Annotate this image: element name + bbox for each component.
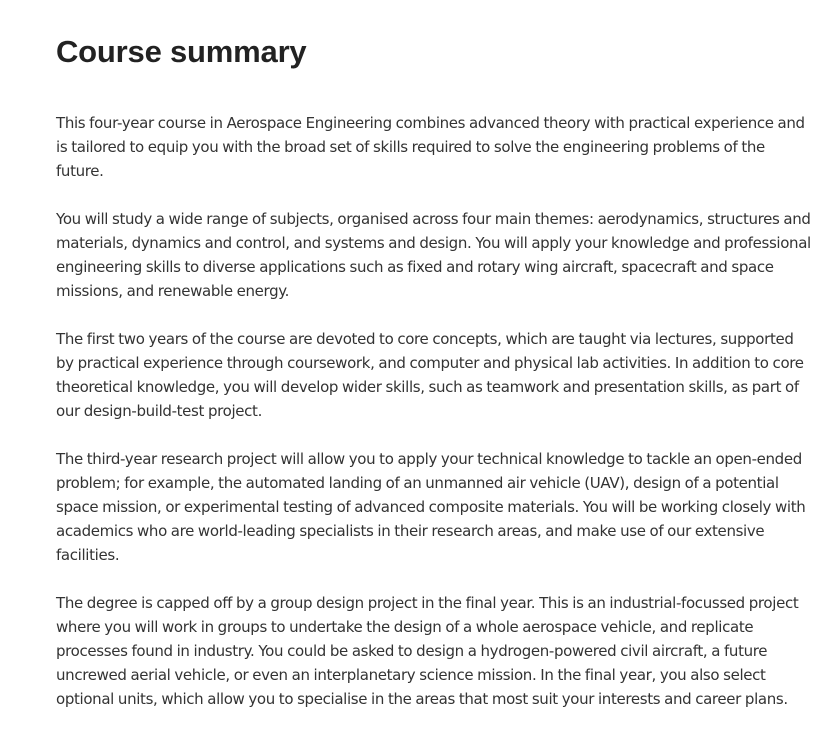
paragraph-third-year: The third-year research project will allow you to apply your technical knowledge to tackle an open-ended problem; for example, the automated landing of an unmanned air vehicle (UAV), design of a potential space mission, or experimental testing of advanced composite materials. You will be working closely with academics who are world-leading specialists in their research areas, and make use of our extensive facilities. bbox=[56, 450, 806, 564]
course-summary-section bbox=[56, 0, 812, 735]
paragraph-first-years: The first two years of the course are devoted to core concepts, which are taught via lectures, supported by practical experience through coursework, and computer and physical lab activities. In addition to core theoretical knowledge, you will develop wider skills, such as teamwork and presentation skills, as part of our design-build-test project. bbox=[56, 330, 804, 420]
paragraph-themes: You will study a wide range of subjects, organised across four main themes: aerodynamics, structures and materials, dynamics and control, and systems and design. You will apply your knowledge and professional engineering skills to diverse applications such as fixed and rotary wing aircraft, spacecraft and space missions, and renewable energy. bbox=[56, 210, 811, 300]
course-summary-body bbox=[56, 111, 812, 711]
paragraph-final-year: The degree is capped off by a group design project in the final year. This is an industrial-focussed project where you will work in groups to undertake the design of a whole aerospace vehicle, and replicate processes found in industry. You could be asked to design a hydrogen-powered civil aircraft, a future uncrewed aerial vehicle, or even an interplanetary science mission. In the final year, you also select optional units, which allow you to specialise in the areas that most suit your interests and career plans. bbox=[56, 594, 799, 708]
paragraph-intro: This four-year course in Aerospace Engineering combines advanced theory with practical experience and is tailored to equip you with the broad set of skills required to solve the engineering problems of the future. bbox=[56, 114, 805, 180]
page-title: Course summary bbox=[56, 34, 307, 69]
